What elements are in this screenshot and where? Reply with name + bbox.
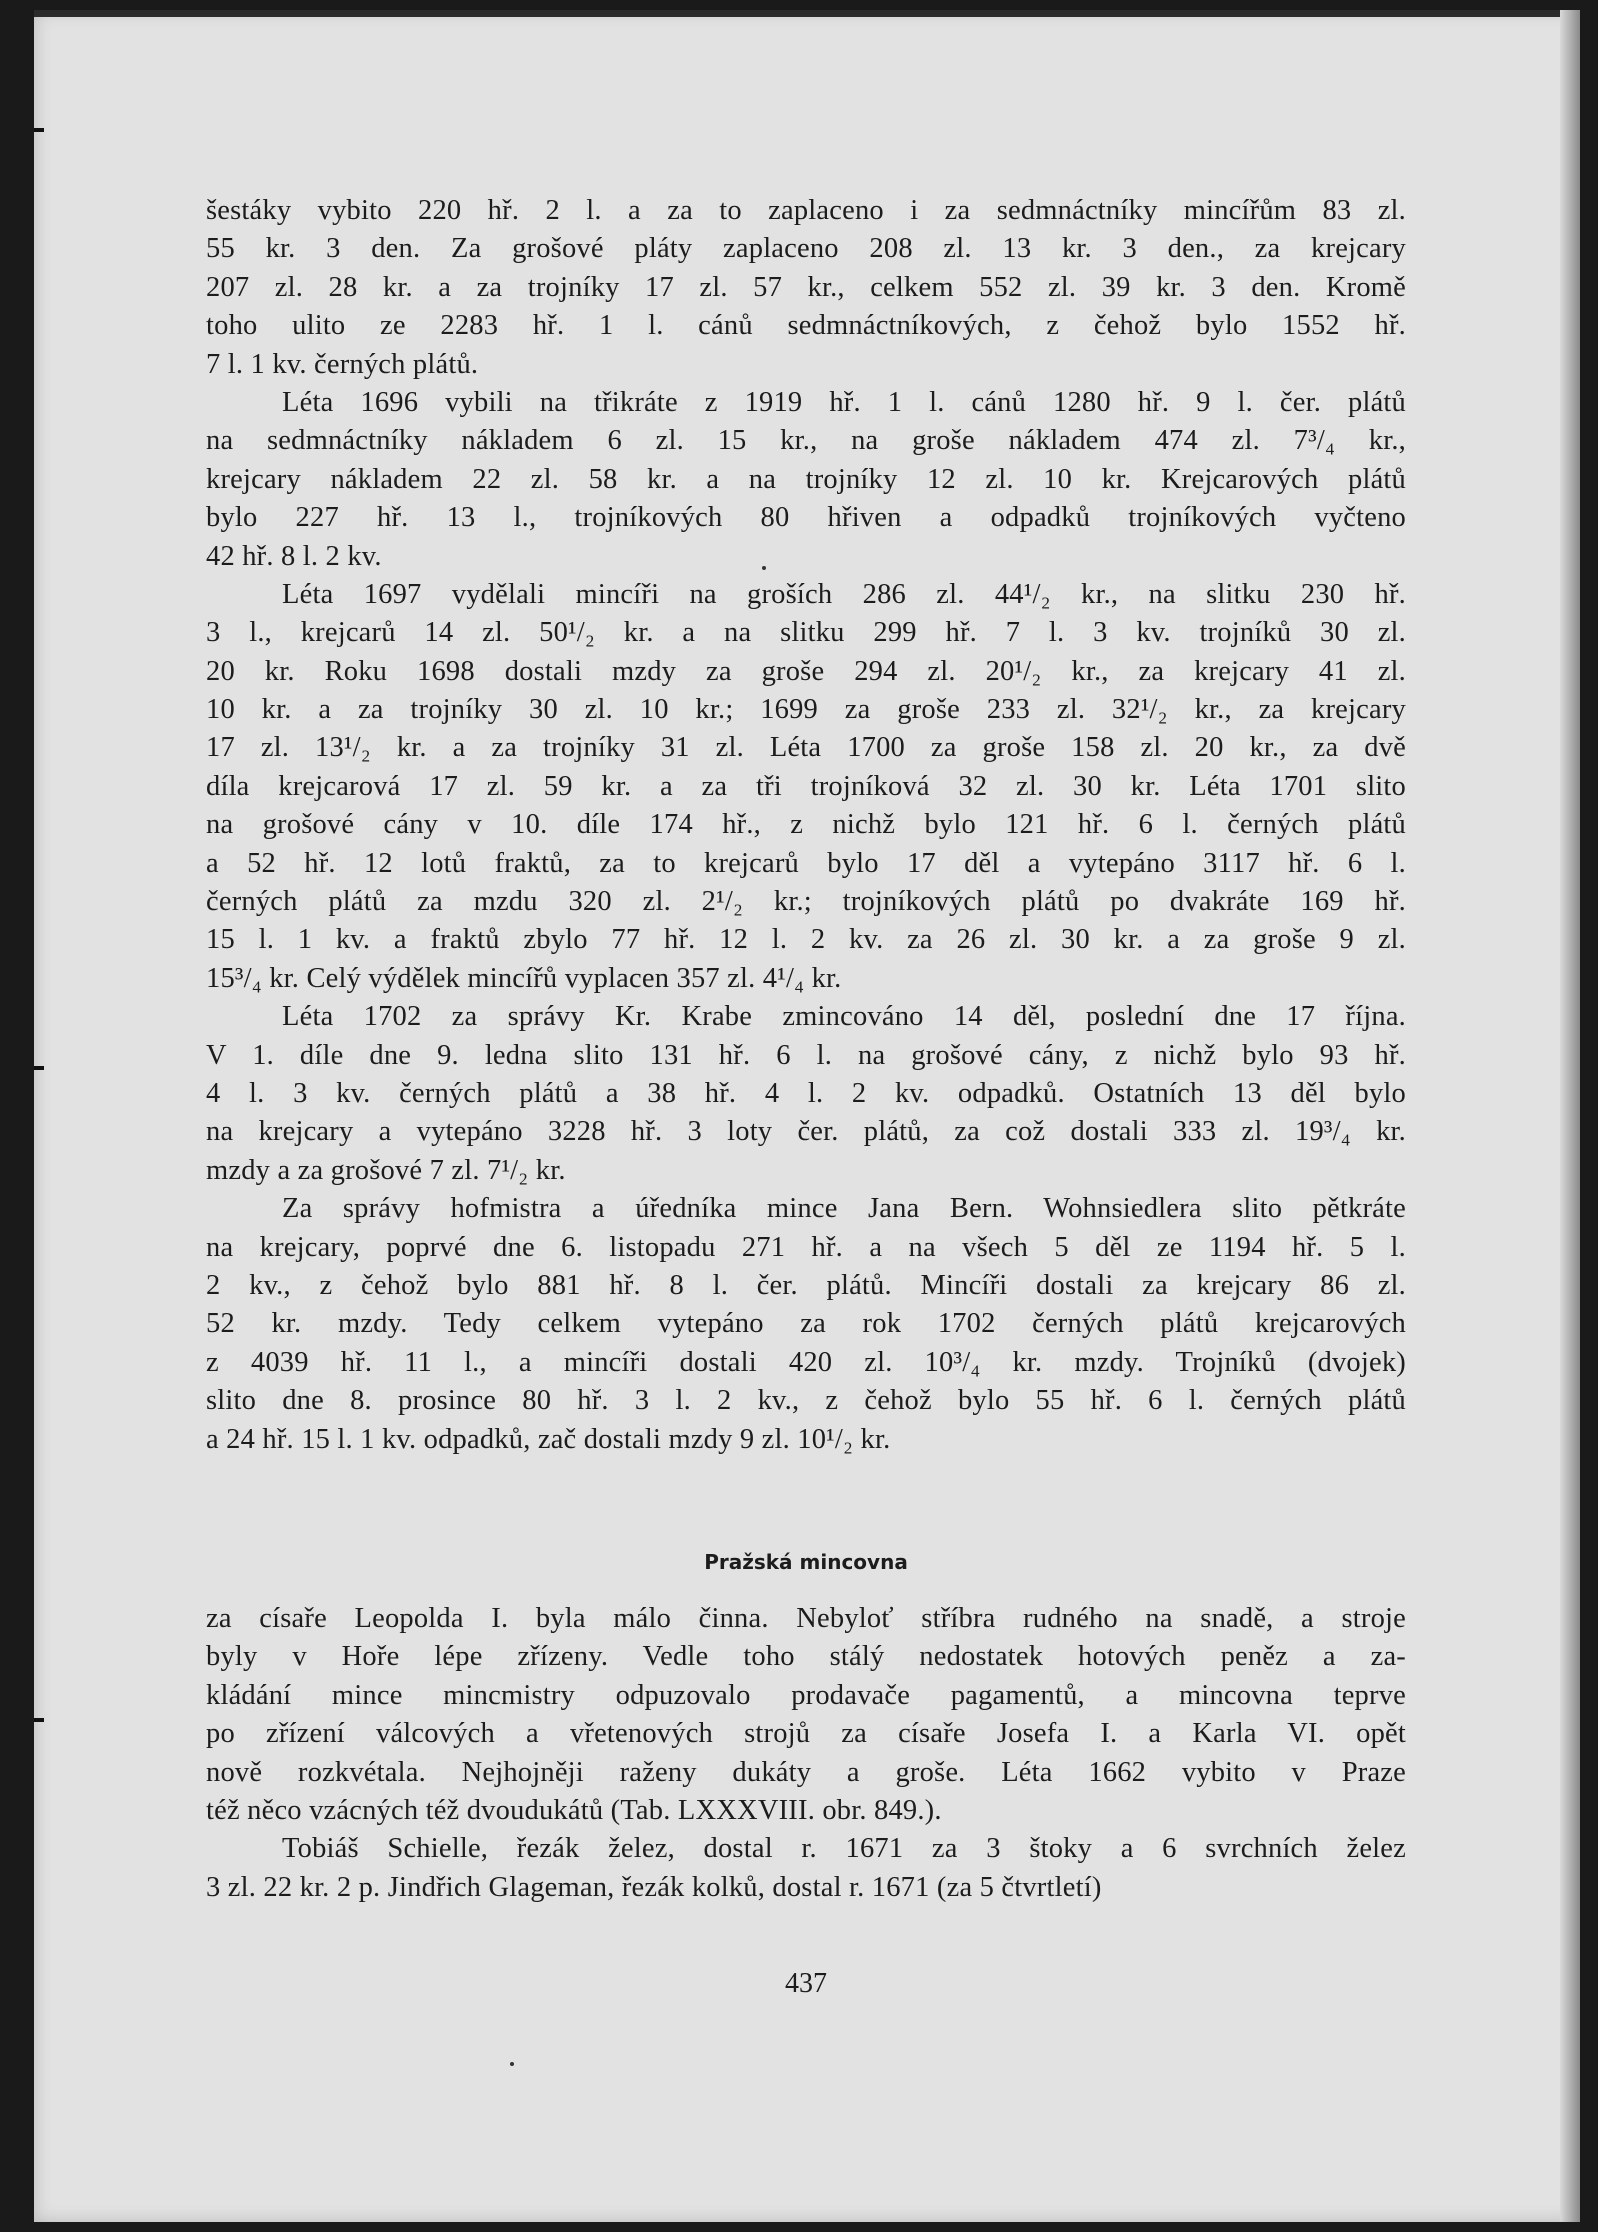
paragraph xyxy=(206,1600,1406,1830)
text-line: 42 hř. 8 l. 2 kv. xyxy=(206,540,382,572)
paragraph xyxy=(206,384,1406,576)
text-line: 3 zl. 22 kr. 2 p. Jindřich Glageman, řezák kolků, dostal r. 1671 (za 5 čtvrtletí) xyxy=(206,1871,1102,1903)
text-line: 3 l., krejcarů 14 zl. 50¹/₂ kr. a na slitku 299 hř. 7 l. 3 kv. trojníků 30 zl. xyxy=(206,617,1406,649)
text-line: krejcary nákladem 22 zl. 58 kr. a na trojníky 12 zl. 10 kr. Krejcarových plátů xyxy=(206,463,1406,495)
margin-mark xyxy=(34,128,44,132)
text-line: Léta 1696 vybili na třikráte z 1919 hř. 1 l. cánů 1280 hř. 9 l. čer. plátů xyxy=(282,386,1406,418)
text-line: za císaře Leopolda I. byla málo činna. Nebyloť stříbra rudného na snadě, a stroje xyxy=(206,1603,1406,1634)
text-line: 4 l. 3 kv. černých plátů a 38 hř. 4 l. 2 kv. odpadků. Ostatních 13 děl bylo xyxy=(206,1077,1406,1109)
text-line: kládání mince mincmistry odpuzovalo prodavače pagamentů, a mincovna teprve xyxy=(206,1679,1406,1711)
text-line: a 52 hř. 12 lotů fraktů, za to krejcarů bylo 17 děl a vytepáno 3117 hř. 6 l. xyxy=(206,847,1406,879)
paragraph xyxy=(206,998,1406,1190)
text-line: Léta 1697 vydělali mincíři na groších 286 zl. 44¹/₂ kr., na slitku 230 hř. xyxy=(282,578,1406,610)
main-text-top xyxy=(206,192,1406,1459)
paragraph xyxy=(206,1830,1406,1907)
text-line: na krejcary a vytepáno 3228 hř. 3 loty čer. plátů, za což dostali 333 zl. 19³/₄ kr. xyxy=(206,1116,1406,1148)
paragraph xyxy=(206,576,1406,998)
paragraph xyxy=(206,1190,1406,1459)
text-line: slito dne 8. prosince 80 hř. 3 l. 2 kv., z čehož bylo 55 hř. 6 l. černých plátů xyxy=(206,1385,1406,1417)
print-speck xyxy=(510,2062,514,2066)
text-line: šestáky vybito 220 hř. 2 l. a za to zaplaceno i za sedmnáctníky mincířům 83 zl. xyxy=(206,195,1406,226)
text-line: nově rozkvétala. Nejhojněji raženy dukáty a groše. Léta 1662 vybito v Praze xyxy=(206,1756,1406,1788)
text-line: 207 zl. 28 kr. a za trojníky 17 zl. 57 kr., celkem 552 zl. 39 kr. 3 den. Kromě xyxy=(206,271,1406,303)
margin-mark xyxy=(34,1718,44,1722)
text-line: 15³/₄ kr. Celý výdělek mincířů vyplacen 357 zl. 4¹/₄ kr. xyxy=(206,962,842,994)
text-line: 7 l. 1 kv. černých plátů. xyxy=(206,348,479,380)
text-line: 15 l. 1 kv. a fraktů zbylo 77 hř. 12 l. 2 kv. za 26 zl. 30 kr. a za groše 9 zl. xyxy=(206,924,1406,956)
text-line: 2 kv., z čehož bylo 881 hř. 8 l. čer. plátů. Mincíři dostali za krejcary 86 zl. xyxy=(206,1269,1406,1301)
text-line: Za správy hofmistra a úředníka mince Jana Bern. Wohnsiedlera slito pětkráte xyxy=(282,1193,1406,1225)
text-line: Léta 1702 za správy Kr. Krabe zmincováno 14 děl, poslední dne 17 října. xyxy=(282,1001,1406,1033)
paragraph xyxy=(206,192,1406,384)
text-line: 20 kr. Roku 1698 dostali mzdy za groše 294 zl. 20¹/₂ kr., za krejcary 41 zl. xyxy=(206,655,1406,687)
text-line: na krejcary, poprvé dne 6. listopadu 271 hř. a na všech 5 děl ze 1194 hř. 5 l. xyxy=(206,1231,1406,1263)
text-line: z 4039 hř. 11 l., a mincíři dostali 420 zl. 10³/₄ kr. mzdy. Trojníků (dvojek) xyxy=(206,1346,1406,1378)
text-line: 10 kr. a za trojníky 30 zl. 10 kr.; 1699 za groše 233 zl. 32¹/₂ kr., za krejcary xyxy=(206,694,1406,726)
text-line: 55 kr. 3 den. Za grošové pláty zaplaceno 208 zl. 13 kr. 3 den., za krejcary xyxy=(206,233,1406,265)
page-number: 437 xyxy=(785,1968,827,1999)
top-border xyxy=(34,10,1580,17)
text-line: a 24 hř. 15 l. 1 kv. odpadků, zač dostali mzdy 9 zl. 10¹/₂ kr. xyxy=(206,1423,891,1455)
text-line: černých plátů za mzdu 320 zl. 2¹/₂ kr.; trojníkových plátů po dvakráte 169 hř. xyxy=(206,886,1406,918)
scanned-page xyxy=(34,10,1580,2222)
text-line: 17 zl. 13¹/₂ kr. a za trojníky 31 zl. Léta 1700 za groše 158 zl. 20 kr., za dvě xyxy=(206,732,1406,764)
margin-mark xyxy=(34,1066,44,1070)
text-line: na grošové cány v 10. díle 174 hř., z nichž bylo 121 hř. 6 l. černých plátů xyxy=(206,809,1406,841)
text-line: též něco vzácných též dvoudukátů (Tab. LXXXVIII. obr. 849.). xyxy=(206,1794,942,1826)
text-line: mzdy a za grošové 7 zl. 7¹/₂ kr. xyxy=(206,1154,566,1186)
text-line: po zřízení válcových a vřetenových strojů za císaře Josefa I. a Karla VI. opět xyxy=(206,1718,1406,1750)
text-line: V 1. díle dne 9. ledna slito 131 hř. 6 l. na grošové cány, z nichž bylo 93 hř. xyxy=(206,1039,1406,1071)
section-heading: Pražská mincovna xyxy=(704,1550,908,1574)
text-line: díla krejcarová 17 zl. 59 kr. a za tři trojníková 32 zl. 30 kr. Léta 1701 slito xyxy=(206,770,1406,802)
main-text-bottom xyxy=(206,1600,1406,1907)
text-line: 52 kr. mzdy. Tedy celkem vytepáno za rok 1702 černých plátů krejcarových xyxy=(206,1308,1406,1340)
text-line: byly v Hoře lépe zřízeny. Vedle toho stálý nedostatek hotových peněz a za- xyxy=(206,1641,1406,1673)
text-line: toho ulito ze 2283 hř. 1 l. cánů sedmnáctníkových, z čehož bylo 1552 hř. xyxy=(206,310,1406,342)
text-line: bylo 227 hř. 13 l., trojníkových 80 hřiven a odpadků trojníkových vyčteno xyxy=(206,502,1406,534)
text-line: na sedmnáctníky nákladem 6 zl. 15 kr., na groše nákladem 474 zl. 7³/₄ kr., xyxy=(206,425,1406,457)
text-line: Tobiáš Schielle, řezák želez, dostal r. 1671 za 3 štoky a 6 svrchních želez xyxy=(282,1833,1406,1865)
page-edge-shadow xyxy=(1560,10,1580,2222)
